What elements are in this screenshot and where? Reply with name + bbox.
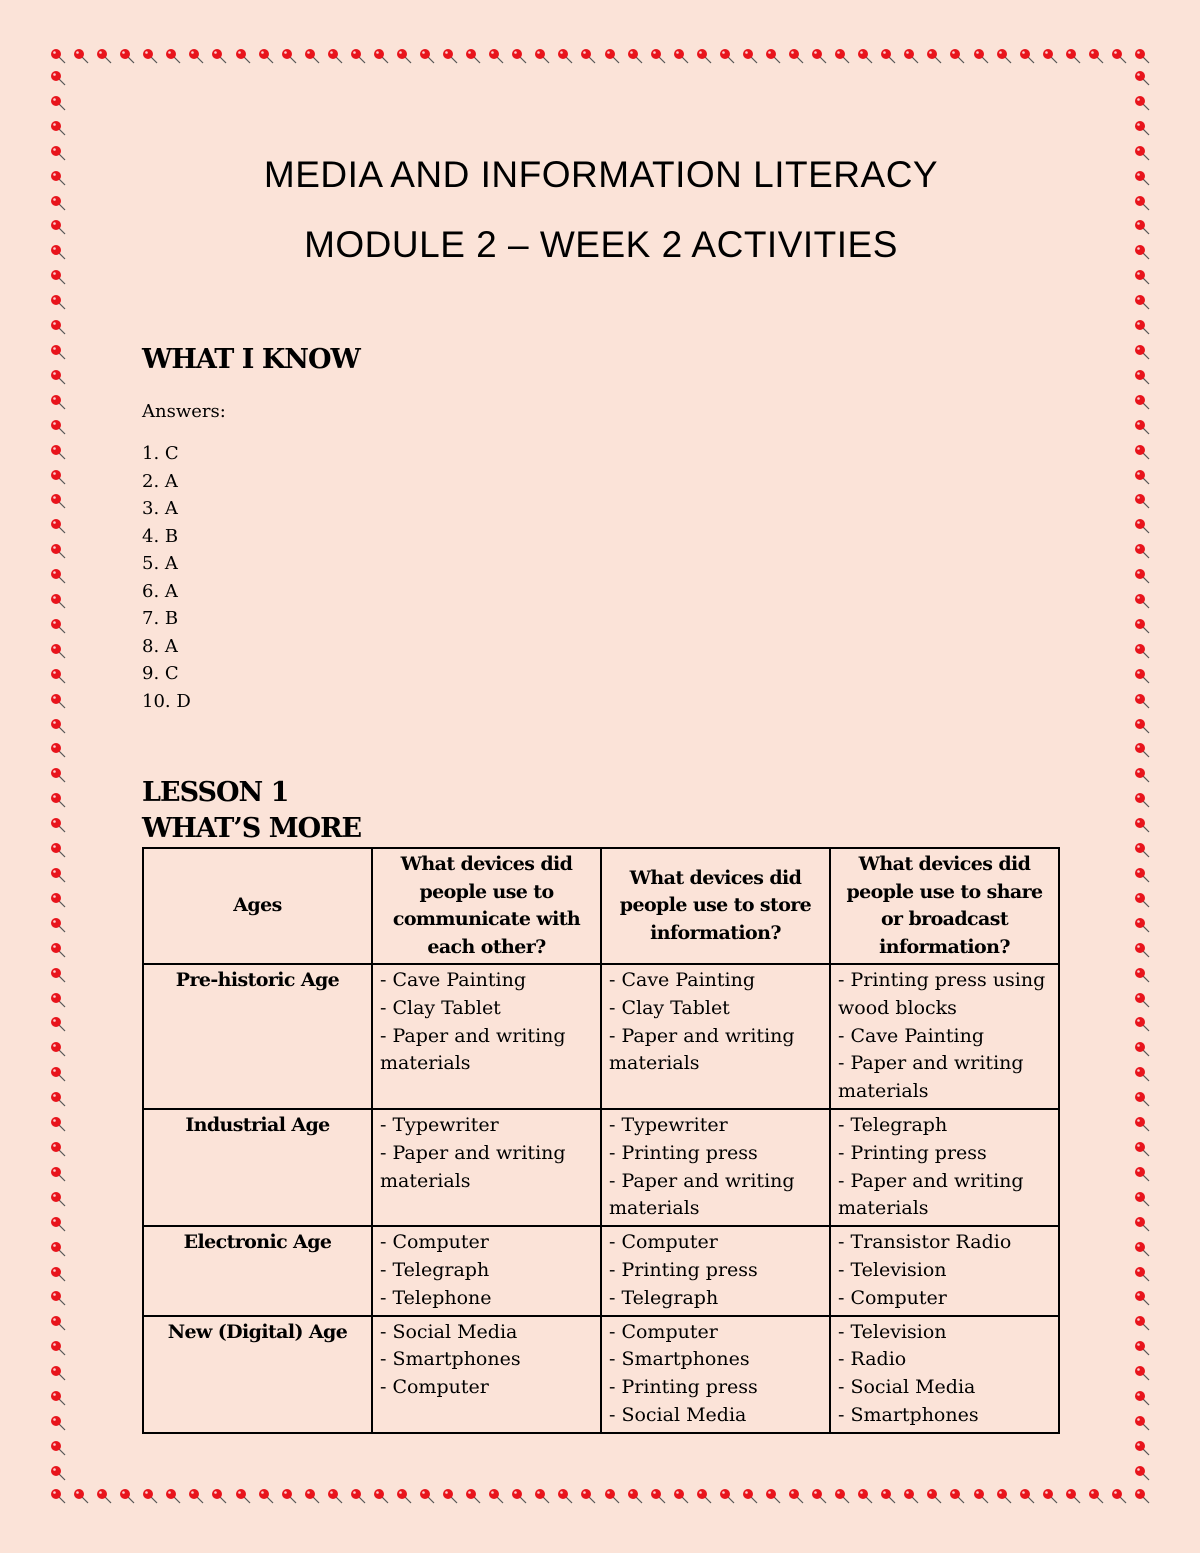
device-item: - Computer [609,1231,718,1254]
page-border-right [1134,70,1150,1481]
pushpin-icon [857,1488,873,1504]
whats-more-heading: WHAT’S MORE [142,813,362,844]
answer-item: 4. B [142,525,179,547]
device-item: - Social Media [838,1376,976,1399]
what-i-know-heading: WHAT I KNOW [142,344,360,375]
table-header-row [143,848,1059,964]
device-item: - Printing press [609,1376,758,1399]
pushpin-icon [50,718,66,734]
pushpin-icon [1134,369,1150,385]
pushpin-icon [50,742,66,758]
pushpin-icon [442,1488,458,1504]
share-cell [830,1226,1059,1315]
pushpin-icon [1134,643,1150,659]
device-item: - Paper and writing materials [609,1169,795,1220]
device-item: - Smartphones [380,1348,521,1371]
pushpin-icon [488,1488,504,1504]
pushpin-icon [1134,319,1150,335]
pushpin-icon [50,244,66,260]
pushpin-icon [50,643,66,659]
pushpin-icon [50,1440,66,1456]
pushpin-icon [996,1488,1012,1504]
pushpin-icon [604,48,620,64]
pushpin-icon [1111,48,1127,64]
pushpin-icon [50,1016,66,1032]
pushpin-icon [627,1488,643,1504]
pushpin-icon [696,48,712,64]
pushpin-icon [1134,1241,1150,1257]
device-item: - Printing press [609,1258,758,1281]
answers-label: Answers: [142,401,226,422]
pushpin-icon [1134,1116,1150,1132]
pushpin-icon [1134,867,1150,883]
pushpin-icon [627,48,643,64]
device-item: - Printing press [609,1141,758,1164]
communicate-cell [372,1226,601,1315]
header-share: What devices did people use to share or broadcast information? [830,848,1059,964]
pushpin-icon [50,817,66,833]
pushpin-icon [50,419,66,435]
pushpin-icon [788,48,804,64]
device-item: - Radio [838,1348,907,1371]
pushpin-icon [834,1488,850,1504]
pushpin-icon [50,1266,66,1282]
answer-item: 6. A [142,580,178,602]
answer-item: 5. A [142,553,178,574]
pushpin-icon [1134,1066,1150,1082]
pushpin-icon [304,48,320,64]
lesson-heading-block [142,775,1060,847]
share-cell [830,1109,1059,1226]
pushpin-icon [50,1191,66,1207]
pushpin-icon [1134,718,1150,734]
pushpin-icon [50,543,66,559]
pushpin-icon [50,170,66,186]
device-item: - Paper and writing materials [609,1024,795,1075]
pushpin-icon [188,48,204,64]
answer-item: 8. A [142,635,178,657]
pushpin-icon [880,48,896,64]
pushpin-icon [1134,1365,1150,1381]
answers-list [142,440,1060,715]
pushpin-icon [973,48,989,64]
device-item: - Computer [380,1231,489,1254]
pushpin-icon [50,195,66,211]
device-item: - Television [838,1320,947,1343]
device-item: - Social Media [609,1403,747,1426]
device-item: - Transistor Radio [838,1231,1012,1254]
device-item: - Computer [380,1376,489,1399]
pushpin-icon [1134,518,1150,534]
pushpin-icon [742,1488,758,1504]
age-cell: Pre-historic Age [143,964,372,1109]
pushpin-icon [1134,95,1150,111]
device-item: - Clay Tablet [380,996,501,1019]
pushpin-icon [1134,568,1150,584]
pushpin-icon [1134,394,1150,410]
pushpin-icon [1134,120,1150,136]
pushpin-icon [235,1488,251,1504]
table-row [143,1109,1059,1226]
device-item: - Paper and writing materials [838,1169,1024,1220]
pushpin-icon [50,892,66,908]
device-item: - Paper and writing materials [380,1141,566,1192]
pushpin-icon [1065,48,1081,64]
page-border-left [50,70,66,1481]
device-item: - Paper and writing materials [380,1024,566,1075]
pushpin-icon [1088,1488,1104,1504]
pushpin-icon [96,1488,112,1504]
pushpin-icon [50,1465,66,1481]
pushpin-icon [511,48,527,64]
table-row [143,1316,1059,1433]
store-cell [601,1316,830,1433]
pushpin-icon [1134,269,1150,285]
pushpin-icon [1134,892,1150,908]
pushpin-icon [1134,244,1150,260]
pushpin-icon [50,668,66,684]
pushpin-icon [880,1488,896,1504]
device-item: - Clay Tablet [609,996,730,1019]
communicate-cell [372,964,601,1109]
pushpin-icon [650,1488,666,1504]
age-cell: New (Digital) Age [143,1316,372,1433]
pushpin-icon [1019,48,1035,64]
pushpin-icon [50,493,66,509]
pushpin-icon [857,48,873,64]
pushpin-icon [50,48,66,64]
pushpin-icon [1134,1191,1150,1207]
pushpin-icon [650,48,666,64]
pushpin-icon [1134,1488,1150,1504]
pushpin-icon [1134,1266,1150,1282]
pushpin-icon [1134,942,1150,958]
pushpin-icon [165,48,181,64]
pushpin-icon [350,48,366,64]
pushpin-icon [50,444,66,460]
pushpin-icon [50,1365,66,1381]
pushpin-icon [50,867,66,883]
pushpin-icon [1134,48,1150,64]
device-item: - Printing press using wood blocks [838,969,1046,1019]
pushpin-icon [50,1166,66,1182]
answer-item: 7. B [142,608,179,629]
pushpin-icon [811,1488,827,1504]
pushpin-icon [1088,48,1104,64]
device-item: - Computer [838,1286,947,1309]
pushpin-icon [419,1488,435,1504]
pushpin-icon [281,1488,297,1504]
pushpin-icon [604,1488,620,1504]
pushpin-icon [50,145,66,161]
pushpin-icon [258,1488,274,1504]
pushpin-icon [50,344,66,360]
pushpin-icon [1134,469,1150,485]
pushpin-icon [96,48,112,64]
page-border-bottom [50,1488,1150,1504]
pushpin-icon [557,48,573,64]
pushpin-icon [50,1091,66,1107]
document-body [142,140,1060,1434]
pushpin-icon [1134,1166,1150,1182]
device-item: - Typewriter [609,1113,728,1136]
pushpin-icon [50,269,66,285]
pushpin-icon [50,1041,66,1057]
devices-table [142,847,1060,1434]
pushpin-icon [511,1488,527,1504]
pushpin-icon [165,1488,181,1504]
header-ages: Ages [143,848,372,964]
title-line-2: MODULE 2 – WEEK 2 ACTIVITIES [304,224,898,265]
title-line-1: MEDIA AND INFORMATION LITERACY [263,154,939,195]
device-item: - Printing press [838,1141,987,1164]
pushpin-icon [1134,693,1150,709]
pushpin-icon [1134,792,1150,808]
pushpin-icon [1065,1488,1081,1504]
pushpin-icon [258,48,274,64]
pushpin-icon [50,967,66,983]
pushpin-icon [719,1488,735,1504]
pushpin-icon [142,1488,158,1504]
device-item: - Telegraph [838,1113,948,1136]
pushpin-icon [396,48,412,64]
pushpin-icon [50,369,66,385]
pushpin-icon [1134,1091,1150,1107]
pushpin-icon [50,70,66,86]
pushpin-icon [765,48,781,64]
pushpin-icon [50,1315,66,1331]
pushpin-icon [281,48,297,64]
answer-item: 1. C [142,443,179,464]
device-item: - Telegraph [609,1286,719,1309]
pushpin-icon [580,1488,596,1504]
pushpin-icon [350,1488,366,1504]
device-item: - Smartphones [838,1403,979,1426]
lesson-heading: LESSON 1 [142,777,289,808]
pushpin-icon [1134,195,1150,211]
pushpin-icon [949,48,965,64]
pushpin-icon [50,767,66,783]
page-border-top [50,48,1150,64]
device-item: - Telegraph [380,1258,490,1281]
pushpin-icon [304,1488,320,1504]
pushpin-icon [719,48,735,64]
pushpin-icon [373,48,389,64]
pushpin-icon [834,48,850,64]
pushpin-icon [327,1488,343,1504]
pushpin-icon [1042,1488,1058,1504]
age-cell: Electronic Age [143,1226,372,1315]
pushpin-icon [1134,1141,1150,1157]
device-item: - Paper and writing materials [838,1052,1024,1103]
store-cell [601,1226,830,1315]
pushpin-icon [926,48,942,64]
pushpin-icon [1134,1315,1150,1331]
pushpin-icon [1134,344,1150,360]
store-cell [601,964,830,1109]
pushpin-icon [1134,170,1150,186]
answer-item: 3. A [142,498,178,519]
pushpin-icon [50,992,66,1008]
pushpin-icon [1134,1290,1150,1306]
pushpin-icon [1134,593,1150,609]
answer-item: 9. C [142,663,179,684]
device-item: - Cave Painting [609,969,756,991]
pushpin-icon [442,48,458,64]
pushpin-icon [1134,1465,1150,1481]
pushpin-icon [1019,1488,1035,1504]
pushpin-icon [534,48,550,64]
pushpin-icon [903,48,919,64]
answer-item: 2. A [142,470,178,492]
pushpin-icon [50,1488,66,1504]
store-cell [601,1109,830,1226]
pushpin-icon [50,1216,66,1232]
pushpin-icon [419,48,435,64]
pushpin-icon [50,1241,66,1257]
pushpin-icon [211,48,227,64]
pushpin-icon [1134,419,1150,435]
pushpin-icon [1134,817,1150,833]
pushpin-icon [765,1488,781,1504]
pushpin-icon [1134,1041,1150,1057]
pushpin-icon [50,219,66,235]
pushpin-icon [1134,917,1150,933]
pushpin-icon [50,693,66,709]
pushpin-icon [327,48,343,64]
device-item: - Telephone [380,1286,492,1309]
pushpin-icon [50,120,66,136]
pushpin-icon [50,1141,66,1157]
device-item: - Television [838,1258,947,1281]
pushpin-icon [1134,219,1150,235]
pushpin-icon [50,1415,66,1431]
pushpin-icon [50,1290,66,1306]
pushpin-icon [465,1488,481,1504]
pushpin-icon [1134,1390,1150,1406]
pushpin-icon [465,48,481,64]
pushpin-icon [50,842,66,858]
pushpin-icon [50,294,66,310]
pushpin-icon [1134,543,1150,559]
communicate-cell [372,1316,601,1433]
pushpin-icon [50,917,66,933]
pushpin-icon [50,942,66,958]
pushpin-icon [73,48,89,64]
device-item: - Typewriter [380,1113,499,1136]
pushpin-icon [50,319,66,335]
pushpin-icon [1134,294,1150,310]
pushpin-icon [949,1488,965,1504]
pushpin-icon [534,1488,550,1504]
pushpin-icon [119,1488,135,1504]
document-title [142,140,1060,280]
pushpin-icon [788,1488,804,1504]
pushpin-icon [742,48,758,64]
pushpin-icon [1111,1488,1127,1504]
share-cell [830,964,1059,1109]
pushpin-icon [50,593,66,609]
pushpin-icon [50,518,66,534]
pushpin-icon [1134,1016,1150,1032]
pushpin-icon [50,1340,66,1356]
pushpin-icon [696,1488,712,1504]
pushpin-icon [50,568,66,584]
pushpin-icon [1134,70,1150,86]
pushpin-icon [373,1488,389,1504]
device-item: - Cave Painting [380,969,527,991]
pushpin-icon [1134,618,1150,634]
pushpin-icon [1134,1340,1150,1356]
pushpin-icon [1134,742,1150,758]
pushpin-icon [1134,444,1150,460]
pushpin-icon [673,1488,689,1504]
pushpin-icon [1134,668,1150,684]
pushpin-icon [211,1488,227,1504]
pushpin-icon [1134,1440,1150,1456]
pushpin-icon [926,1488,942,1504]
pushpin-icon [50,792,66,808]
pushpin-icon [50,1066,66,1082]
pushpin-icon [50,95,66,111]
pushpin-icon [50,394,66,410]
pushpin-icon [1134,1216,1150,1232]
device-item: - Smartphones [609,1348,750,1371]
pushpin-icon [1134,842,1150,858]
table-row [143,964,1059,1109]
pushpin-icon [1134,967,1150,983]
pushpin-icon [1134,493,1150,509]
table-row [143,1226,1059,1315]
share-cell [830,1316,1059,1433]
pushpin-icon [903,1488,919,1504]
age-cell: Industrial Age [143,1109,372,1226]
header-store: What devices did people use to store information? [601,848,830,964]
pushpin-icon [142,48,158,64]
pushpin-icon [973,1488,989,1504]
pushpin-icon [488,48,504,64]
pushpin-icon [996,48,1012,64]
pushpin-icon [50,1116,66,1132]
answer-item: 10. D [142,690,191,712]
device-item: - Computer [609,1320,718,1343]
pushpin-icon [1134,992,1150,1008]
pushpin-icon [188,1488,204,1504]
pushpin-icon [580,48,596,64]
pushpin-icon [50,469,66,485]
pushpin-icon [1134,1415,1150,1431]
pushpin-icon [1134,145,1150,161]
pushpin-icon [1134,767,1150,783]
communicate-cell [372,1109,601,1226]
pushpin-icon [119,48,135,64]
pushpin-icon [50,618,66,634]
device-item: - Cave Painting [838,1024,985,1047]
pushpin-icon [73,1488,89,1504]
pushpin-icon [811,48,827,64]
pushpin-icon [557,1488,573,1504]
pushpin-icon [235,48,251,64]
pushpin-icon [50,1390,66,1406]
device-item: - Social Media [380,1320,518,1343]
header-communicate: What devices did people use to communicate with each other? [372,848,601,964]
pushpin-icon [673,48,689,64]
pushpin-icon [396,1488,412,1504]
pushpin-icon [1042,48,1058,64]
